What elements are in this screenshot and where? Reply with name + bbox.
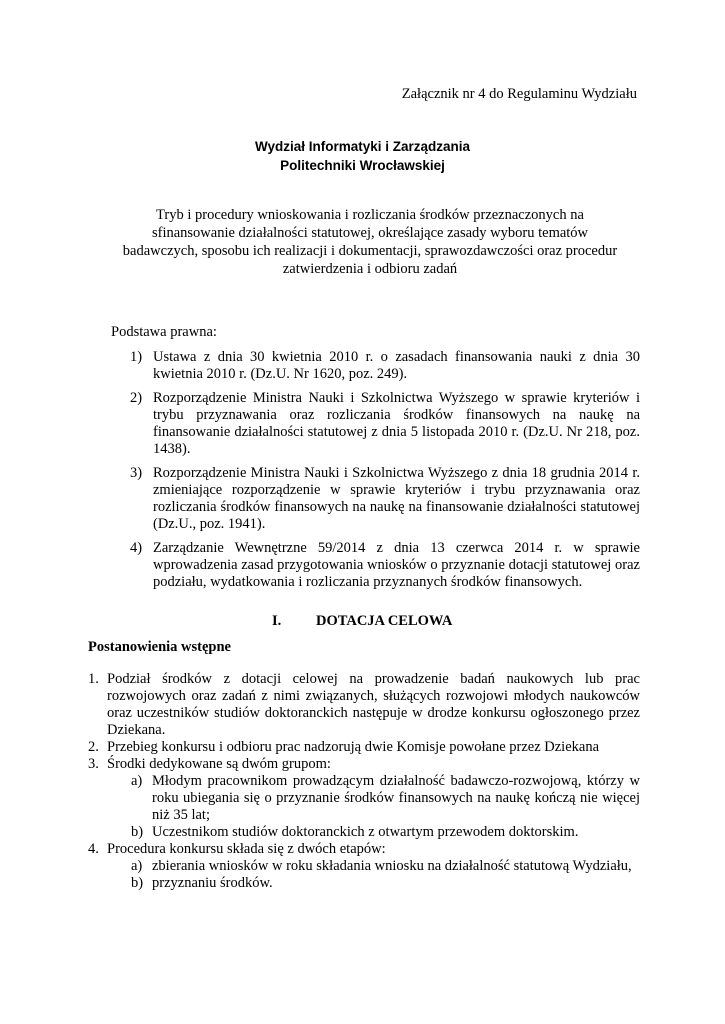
sub-item-text: przyznaniu środków.: [152, 875, 273, 891]
provisions-list: [88, 671, 640, 892]
legal-basis-item: [130, 465, 640, 533]
annex-reference: Załącznik nr 4 do Regulaminu Wydziału: [401, 86, 637, 102]
item-number: 3): [130, 465, 143, 481]
item-number: 1.: [88, 671, 99, 687]
item-text: Zarządzanie Wewnętrzne 59/2014 z dnia 13 czerwca 2014 r. w sprawie wprowadzenia zasad przygotowania wniosków o przyznanie dotacji statutowej oraz podziału, wydatkowania i rozliczania przyznanych środków finansowych.: [153, 540, 640, 590]
sub-item-text: Młodym pracownikom prowadzącym działalność badawczo-rozwojową, którzy w roku ubiegania się o przyznanie środków finansowych na naukę kończą nie więcej niż 35 lat;: [152, 773, 640, 823]
section-title: DOTACJA CELOWA: [316, 613, 453, 629]
provision-item: [88, 739, 640, 756]
sub-list: [107, 773, 640, 841]
section-number: I.: [272, 613, 282, 629]
item-text: Przebieg konkursu i odbioru prac nadzorują dwie Komisje powołane przez Dziekana: [107, 739, 600, 755]
item-number: 2.: [88, 739, 99, 755]
university-name: Politechniki Wrocławskiej: [280, 158, 445, 173]
section-heading: [272, 613, 452, 630]
item-text: Procedura konkursu składa się z dwóch etapów:: [107, 841, 386, 857]
sub-item-text: Uczestnikom studiów doktoranckich z otwartym przewodem doktorskim.: [152, 824, 579, 840]
faculty-heading: [0, 137, 725, 175]
item-text: Rozporządzenie Ministra Nauki i Szkolnictwa Wyższego z dnia 18 grudnia 2014 r. zmieniające rozporządzenie w sprawie kryteriów i trybu przyznawania oraz rozliczania środków finansowych na naukę na finansowanie działalności statutowej (Dz.U., poz. 1941).: [153, 465, 640, 532]
sub-item-letter: a): [131, 773, 143, 789]
legal-basis-list: [130, 349, 640, 598]
provision-item: [88, 671, 640, 739]
legal-basis-item: [130, 540, 640, 591]
document-title: Tryb i procedury wnioskowania i rozliczania środków przeznaczonych na sfinansowanie działalności statutowej, określające zasady wyboru tematów badawczych, sposobu ich realizacji i dokumentacji, sprawozdawczości oraz procedur zatwierdzenia i odbioru zadań: [122, 207, 618, 277]
item-text: Środki dedykowane są dwóm grupom:: [107, 756, 331, 772]
subsection-heading: Postanowienia wstępne: [88, 639, 231, 655]
sub-list: [107, 858, 640, 892]
item-number: 4.: [88, 841, 99, 857]
sub-item-letter: b): [131, 824, 144, 840]
sub-item-letter: b): [131, 875, 144, 891]
sub-item: [107, 773, 640, 824]
legal-basis-item: [130, 349, 640, 383]
sub-item: [107, 875, 640, 892]
provision-item: [88, 841, 640, 892]
sub-item-text: zbierania wniosków w roku składania wniosku na działalność statutową Wydziału,: [152, 858, 632, 874]
sub-item: [107, 858, 640, 875]
faculty-name: Wydział Informatyki i Zarządzania: [254, 139, 471, 154]
item-text: Podział środków z dotacji celowej na prowadzenie badań naukowych lub prac rozwojowych oraz zadań z nimi związanych, służących rozwojowi młodych naukowców oraz uczestników studiów doktoranckich następuje w drodze konkursu ogłoszonego przez Dziekana.: [107, 671, 640, 738]
sub-item-letter: a): [131, 858, 143, 874]
item-text: Rozporządzenie Ministra Nauki i Szkolnictwa Wyższego w sprawie kryteriów i trybu przyznawania oraz rozliczania środków finansowych na naukę na finansowanie działalności statutowej z dnia 5 listopada 2010 r. (Dz.U. Nr 218, poz. 1438).: [153, 390, 640, 457]
item-number: 3.: [88, 756, 99, 772]
item-text: Ustawa z dnia 30 kwietnia 2010 r. o zasadach finansowania nauki z dnia 30 kwietnia 2010 r. (Dz.U. Nr 1620, poz. 249).: [153, 349, 640, 382]
legal-basis-label: Podstawa prawna:: [111, 324, 217, 340]
legal-basis-item: [130, 390, 640, 458]
item-number: 4): [130, 540, 143, 556]
sub-item: [107, 824, 640, 841]
item-number: 1): [130, 349, 143, 365]
item-number: 2): [130, 390, 143, 406]
provision-item: [88, 756, 640, 841]
